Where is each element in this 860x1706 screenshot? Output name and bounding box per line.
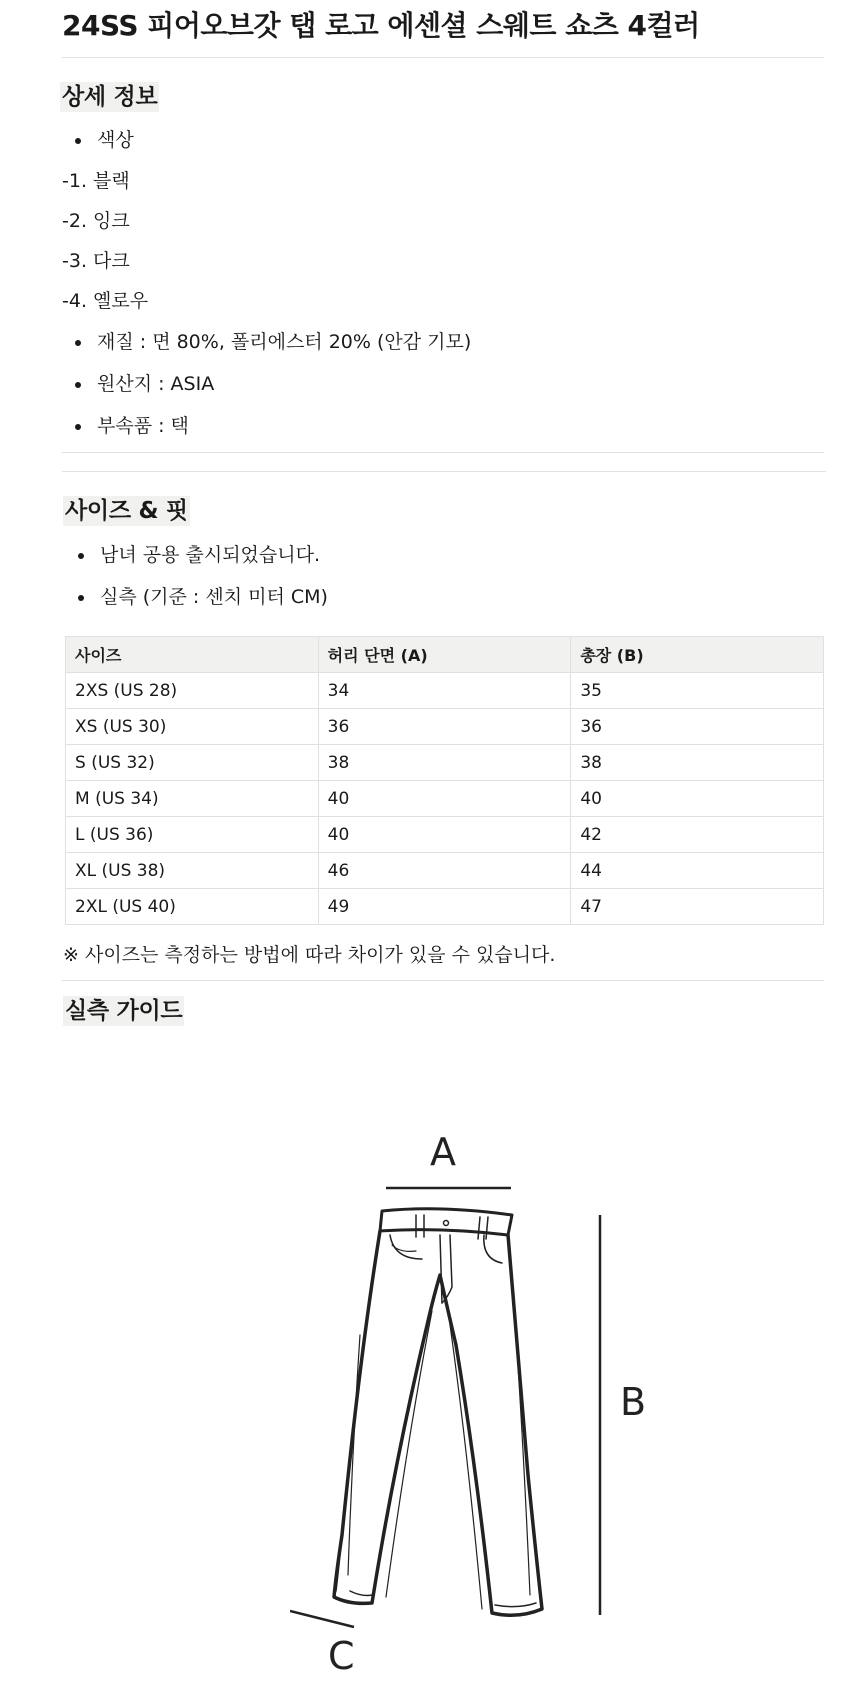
cell-length: 42 xyxy=(571,817,824,853)
origin-info: 원산지 : ASIA xyxy=(97,373,215,395)
table-row xyxy=(66,889,824,925)
cell-waist: 40 xyxy=(318,781,571,817)
color-option-4: -4. 옐로우 xyxy=(62,290,149,312)
color-label: 색상 xyxy=(97,129,134,151)
color-option-1: -1. 블랙 xyxy=(62,170,130,192)
cell-size: XL (US 38) xyxy=(66,853,319,889)
cell-length: 36 xyxy=(571,709,824,745)
cell-size: 2XL (US 40) xyxy=(66,889,319,925)
details-heading: 상세 정보 xyxy=(62,84,158,110)
table-row xyxy=(66,853,824,889)
divider xyxy=(62,980,824,981)
cell-size: 2XS (US 28) xyxy=(66,673,319,709)
table-row xyxy=(66,709,824,745)
size-note-unisex: 남녀 공용 출시되었습니다. xyxy=(100,544,321,566)
divider xyxy=(62,57,824,58)
cell-size: M (US 34) xyxy=(66,781,319,817)
pants-measurement-diagram-icon xyxy=(290,1135,670,1675)
cell-waist: 38 xyxy=(318,745,571,781)
label-a: A xyxy=(430,1135,456,1174)
label-b: B xyxy=(620,1380,647,1424)
divider xyxy=(62,452,824,453)
table-row xyxy=(66,781,824,817)
pants-drawing xyxy=(334,1209,542,1616)
size-note-unit: 실측 (기준 : 센치 미터 CM) xyxy=(100,586,328,608)
cell-length: 40 xyxy=(571,781,824,817)
header-size: 사이즈 xyxy=(66,637,319,673)
cell-size: L (US 36) xyxy=(66,817,319,853)
color-option-3: -3. 다크 xyxy=(62,250,130,272)
size-disclaimer: ※ 사이즈는 측정하는 방법에 따라 차이가 있을 수 있습니다. xyxy=(63,944,556,966)
cell-length: 35 xyxy=(571,673,824,709)
header-length: 총장 (B) xyxy=(571,637,824,673)
cell-waist: 34 xyxy=(318,673,571,709)
material-info: 재질 : 면 80%, 폴리에스터 20% (안감 기모) xyxy=(97,331,472,353)
cell-length: 38 xyxy=(571,745,824,781)
table-row xyxy=(66,673,824,709)
cell-waist: 49 xyxy=(318,889,571,925)
measure-line-c xyxy=(290,1611,354,1627)
table-row xyxy=(66,817,824,853)
cell-length: 47 xyxy=(571,889,824,925)
header-waist: 허리 단면 (A) xyxy=(318,637,571,673)
guide-heading: 실측 가이드 xyxy=(65,998,183,1024)
cell-size: S (US 32) xyxy=(66,745,319,781)
color-option-2: -2. 잉크 xyxy=(62,210,130,232)
cell-length: 44 xyxy=(571,853,824,889)
accessory-info: 부속품 : 택 xyxy=(97,415,189,437)
cell-waist: 36 xyxy=(318,709,571,745)
size-fit-heading: 사이즈 & 핏 xyxy=(65,498,188,524)
cell-waist: 46 xyxy=(318,853,571,889)
cell-size: XS (US 30) xyxy=(66,709,319,745)
table-row xyxy=(66,745,824,781)
size-table xyxy=(65,636,824,925)
label-c: C xyxy=(328,1634,355,1675)
product-title: 24SS 피어오브갓 탭 로고 에센셜 스웨트 쇼츠 4컬러 xyxy=(62,9,700,42)
table-header-row xyxy=(66,637,824,673)
divider xyxy=(62,471,826,472)
cell-waist: 40 xyxy=(318,817,571,853)
